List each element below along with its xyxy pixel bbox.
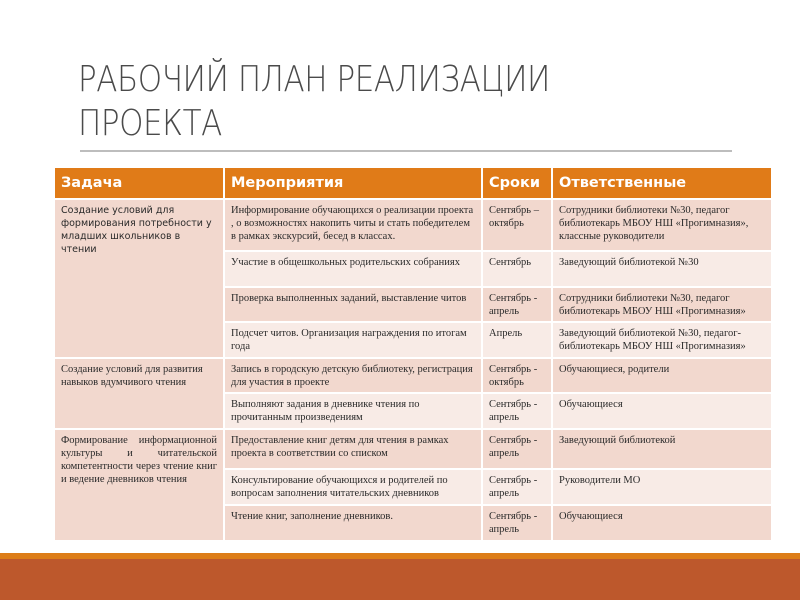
footer-band <box>0 559 800 600</box>
dates-cell: Сентябрь - апрель <box>482 505 552 541</box>
responsible-cell: Сотрудники библиотеки №30, педагог библиотекарь МБОУ НШ «Прогимназия» <box>552 287 771 322</box>
responsible-cell: Обучающиеся <box>552 505 771 541</box>
task-cell: Создание условий для развития навыков вдумчивого чтения <box>55 358 224 429</box>
header-responsible: Ответственные <box>552 168 771 199</box>
task-cell: Формирование информационной культуры и читательской компетентности через чтение книг и ведение дневников чтения <box>55 429 224 541</box>
responsible-cell: Руководители МО <box>552 469 771 505</box>
dates-cell: Апрель <box>482 322 552 358</box>
table-header-row <box>55 168 771 199</box>
responsible-cell: Сотрудники библиотеки №30, педагог библиотекарь МБОУ НШ «Прогимназия», классные руководители <box>552 199 771 251</box>
activity-cell: Участие в общешкольных родительских собраниях <box>224 251 482 287</box>
activity-cell: Выполняют задания в дневнике чтения по прочитанным произведениям <box>224 393 482 429</box>
dates-cell: Сентябрь - октябрь <box>482 358 552 393</box>
dates-cell: Сентябрь <box>482 251 552 287</box>
header-task: Задача <box>55 168 224 199</box>
responsible-cell: Заведующий библиотекой <box>552 429 771 469</box>
responsible-cell: Обучающиеся, родители <box>552 358 771 393</box>
table-row <box>55 199 771 251</box>
activity-cell: Информирование обучающихся о реализации проекта , о возможностях накопить читы и стать победителем в рамках экскурсий, бесед в классах. <box>224 199 482 251</box>
activity-cell: Подсчет читов. Организация награждения по итогам года <box>224 322 482 358</box>
responsible-cell: Заведующий библиотекой №30 <box>552 251 771 287</box>
dates-cell: Сентябрь - апрель <box>482 429 552 469</box>
work-plan-table <box>55 168 771 542</box>
activity-cell: Чтение книг, заполнение дневников. <box>224 505 482 541</box>
slide-title: РАБОЧИЙ ПЛАН РЕАЛИЗАЦИИ ПРОЕКТА <box>78 59 550 144</box>
responsible-cell: Заведующий библиотекой №30, педагог-библиотекарь МБОУ НШ «Прогимназия» <box>552 322 771 358</box>
title-divider <box>80 150 732 152</box>
activity-cell: Консультирование обучающихся и родителей по вопросам заполнения читательских дневников <box>224 469 482 505</box>
dates-cell: Сентябрь - апрель <box>482 393 552 429</box>
activity-cell: Предоставление книг детям для чтения в рамках проекта в соответствии со списком <box>224 429 482 469</box>
dates-cell: Сентябрь – октябрь <box>482 199 552 251</box>
responsible-cell: Обучающиеся <box>552 393 771 429</box>
activity-cell: Проверка выполненных заданий, выставление читов <box>224 287 482 322</box>
task-cell: Создание условий для формирования потребности у младших школьников в чтении <box>55 199 224 358</box>
table-row <box>55 429 771 469</box>
table-row <box>55 358 771 393</box>
dates-cell: Сентябрь - апрель <box>482 469 552 505</box>
header-dates: Сроки <box>482 168 552 199</box>
activity-cell: Запись в городскую детскую библиотеку, регистрация для участия в проекте <box>224 358 482 393</box>
header-activities: Мероприятия <box>224 168 482 199</box>
dates-cell: Сентябрь - апрель <box>482 287 552 322</box>
